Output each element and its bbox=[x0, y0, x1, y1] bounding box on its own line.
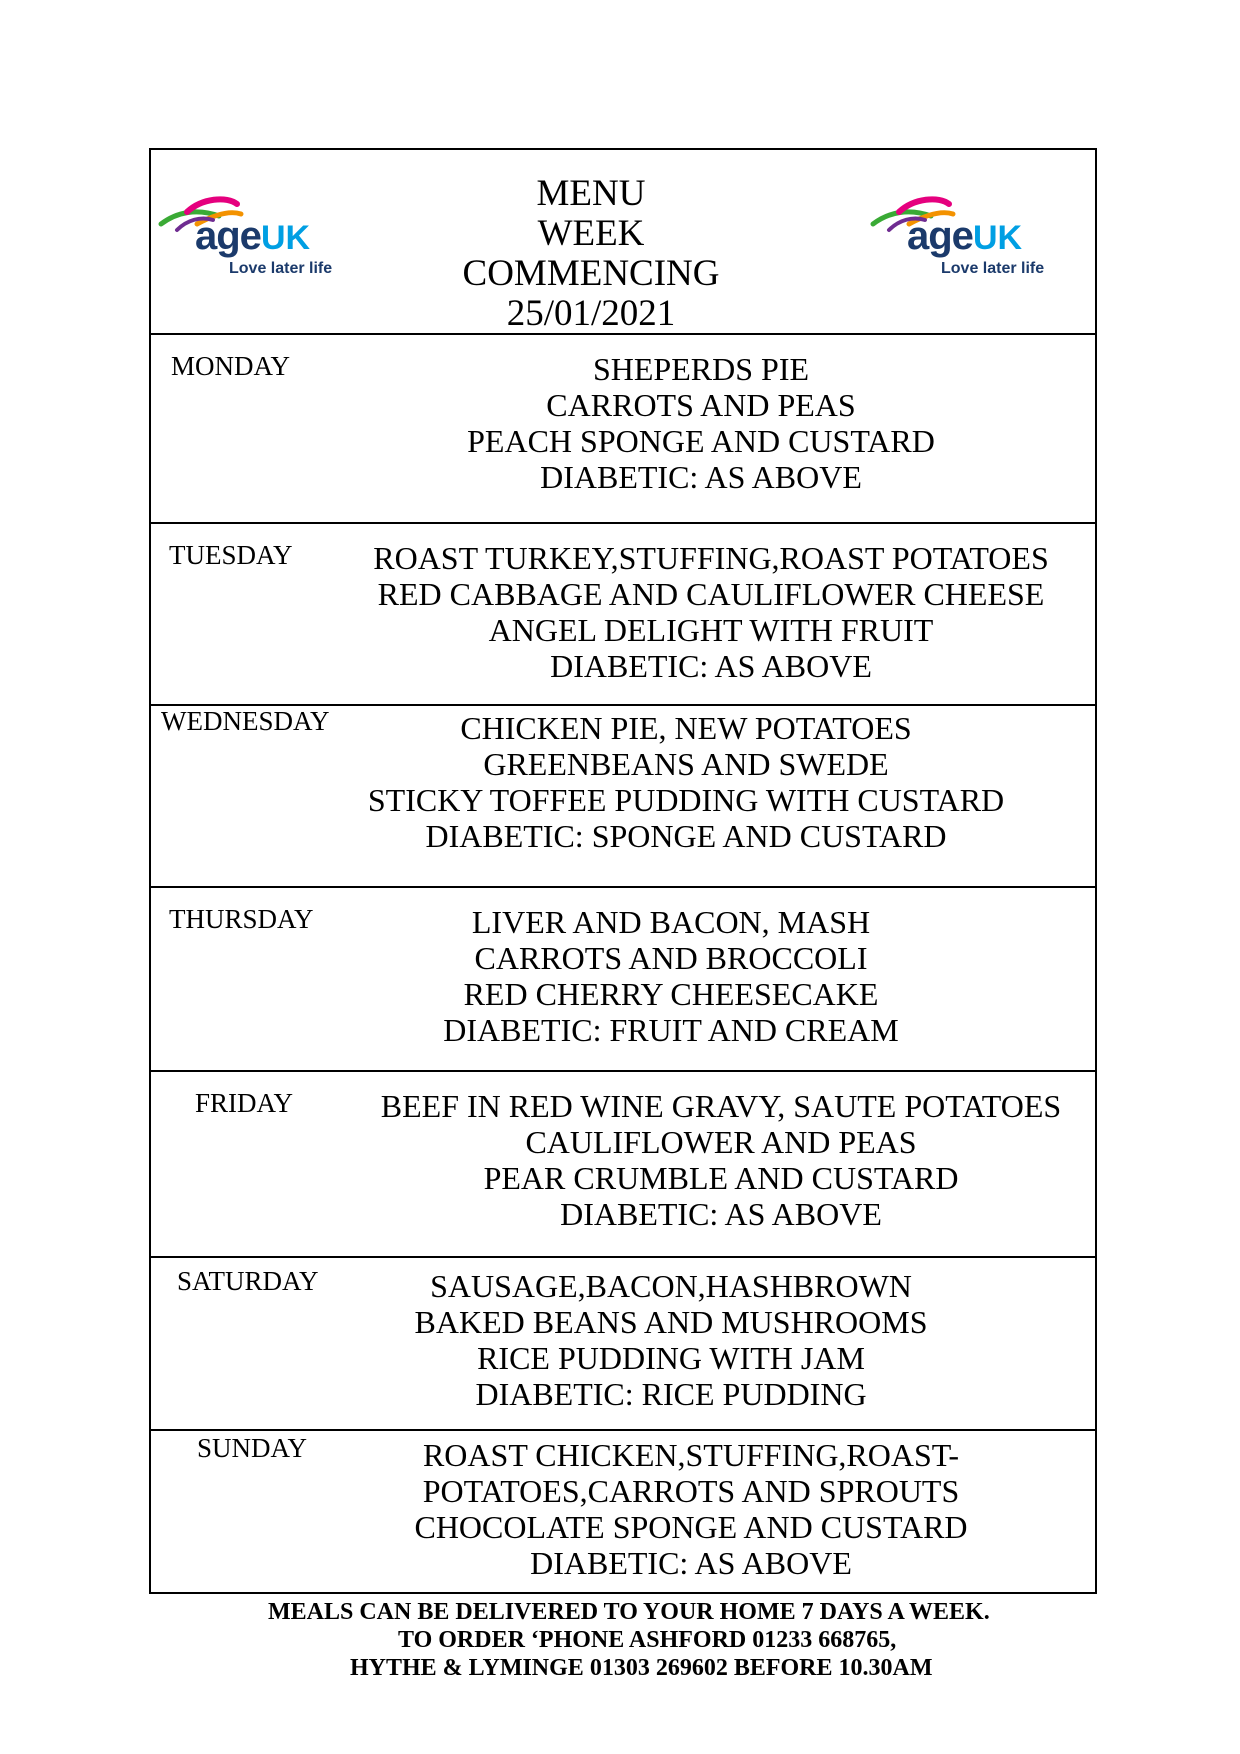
logo-wordmark: ageUK bbox=[907, 214, 1023, 258]
dish-line: DIABETIC: FRUIT AND CREAM bbox=[443, 1012, 899, 1048]
dish-line: CARROTS AND BROCCOLI bbox=[474, 940, 868, 976]
title-date: 25/01/2021 bbox=[506, 293, 676, 334]
day-row-wednesday bbox=[151, 706, 1095, 888]
dish-line: PEACH SPONGE AND CUSTARD bbox=[467, 423, 935, 459]
day-dishes bbox=[401, 1437, 981, 1581]
day-row-thursday bbox=[151, 888, 1095, 1072]
age-uk-logo-right bbox=[869, 194, 1049, 284]
day-dishes bbox=[421, 904, 921, 1048]
dish-line: DIABETIC: AS ABOVE bbox=[530, 1545, 852, 1581]
dish-line: ROAST CHICKEN,STUFFING,ROAST- bbox=[422, 1437, 960, 1473]
dish-line: CHOCOLATE SPONGE AND CUSTARD bbox=[414, 1509, 968, 1545]
dish-line: STICKY TOFFEE PUDDING WITH CUSTARD bbox=[367, 782, 1005, 818]
dish-line: DIABETIC: AS ABOVE bbox=[550, 648, 872, 684]
dish-line: GREENBEANS AND SWEDE bbox=[483, 746, 889, 782]
day-label: WEDNESDAY bbox=[161, 706, 330, 736]
day-dishes bbox=[361, 710, 1011, 854]
dish-line: PEAR CRUMBLE AND CUSTARD bbox=[483, 1160, 959, 1196]
footer-line-ashford: TO ORDER ‘PHONE ASHFORD 01233 668765, bbox=[398, 1627, 897, 1653]
dish-line: SAUSAGE,BACON,HASHBROWN bbox=[430, 1268, 912, 1304]
logo-tagline: Love later life bbox=[941, 260, 1045, 277]
dish-line: DIABETIC: AS ABOVE bbox=[540, 459, 862, 495]
day-row-sunday bbox=[151, 1431, 1095, 1592]
day-row-tuesday bbox=[151, 524, 1095, 706]
dish-line: DIABETIC: SPONGE AND CUSTARD bbox=[425, 818, 947, 854]
day-label: FRIDAY bbox=[195, 1088, 294, 1118]
dish-line: CAULIFLOWER AND PEAS bbox=[525, 1124, 917, 1160]
day-dishes bbox=[451, 351, 951, 495]
day-label: SUNDAY bbox=[197, 1433, 308, 1463]
dish-line: DIABETIC: AS ABOVE bbox=[560, 1196, 882, 1232]
day-row-monday bbox=[151, 335, 1095, 524]
dish-line: BEEF IN RED WINE GRAVY, SAUTE POTATOES bbox=[380, 1088, 1062, 1124]
title-menu: MENU bbox=[536, 173, 646, 214]
dish-line: RED CABBAGE AND CAULIFLOWER CHEESE bbox=[377, 576, 1045, 612]
page-title bbox=[411, 174, 771, 334]
dish-line: LIVER AND BACON, MASH bbox=[471, 904, 871, 940]
day-row-friday bbox=[151, 1072, 1095, 1258]
day-dishes bbox=[341, 540, 1081, 684]
dish-line: BAKED BEANS AND MUSHROOMS bbox=[414, 1304, 928, 1340]
dish-line: SHEPERDS PIE bbox=[592, 351, 810, 387]
footer-line-hythe: HYTHE & LYMINGE 01303 269602 BEFORE 10.30AM bbox=[350, 1655, 933, 1681]
day-dishes bbox=[401, 1268, 941, 1412]
logo-tagline: Love later life bbox=[229, 260, 333, 277]
logo-wordmark: ageUK bbox=[195, 214, 311, 258]
dish-line: CARROTS AND PEAS bbox=[546, 387, 856, 423]
menu-table bbox=[149, 148, 1097, 1594]
age-uk-logo-left bbox=[157, 194, 337, 284]
dish-line: RICE PUDDING WITH JAM bbox=[477, 1340, 865, 1376]
day-row-saturday bbox=[151, 1258, 1095, 1431]
dish-line: RED CHERRY CHEESECAKE bbox=[463, 976, 879, 1012]
footer-line-delivery: MEALS CAN BE DELIVERED TO YOUR HOME 7 DAYS A WEEK. bbox=[268, 1599, 990, 1625]
dish-line: ANGEL DELIGHT WITH FRUIT bbox=[488, 612, 934, 648]
dish-line: ROAST TURKEY,STUFFING,ROAST POTATOES bbox=[373, 540, 1049, 576]
day-label: TUESDAY bbox=[169, 540, 293, 570]
dish-line: CHICKEN PIE, NEW POTATOES bbox=[460, 710, 912, 746]
day-label: SATURDAY bbox=[177, 1266, 319, 1296]
menu-header bbox=[151, 150, 1095, 335]
day-label: THURSDAY bbox=[169, 904, 314, 934]
dish-line: POTATOES,CARROTS AND SPROUTS bbox=[422, 1473, 960, 1509]
title-week-commencing: WEEK COMMENCING bbox=[462, 213, 720, 294]
dish-line: DIABETIC: RICE PUDDING bbox=[475, 1376, 867, 1412]
day-dishes bbox=[351, 1088, 1091, 1232]
day-label: MONDAY bbox=[171, 351, 291, 381]
